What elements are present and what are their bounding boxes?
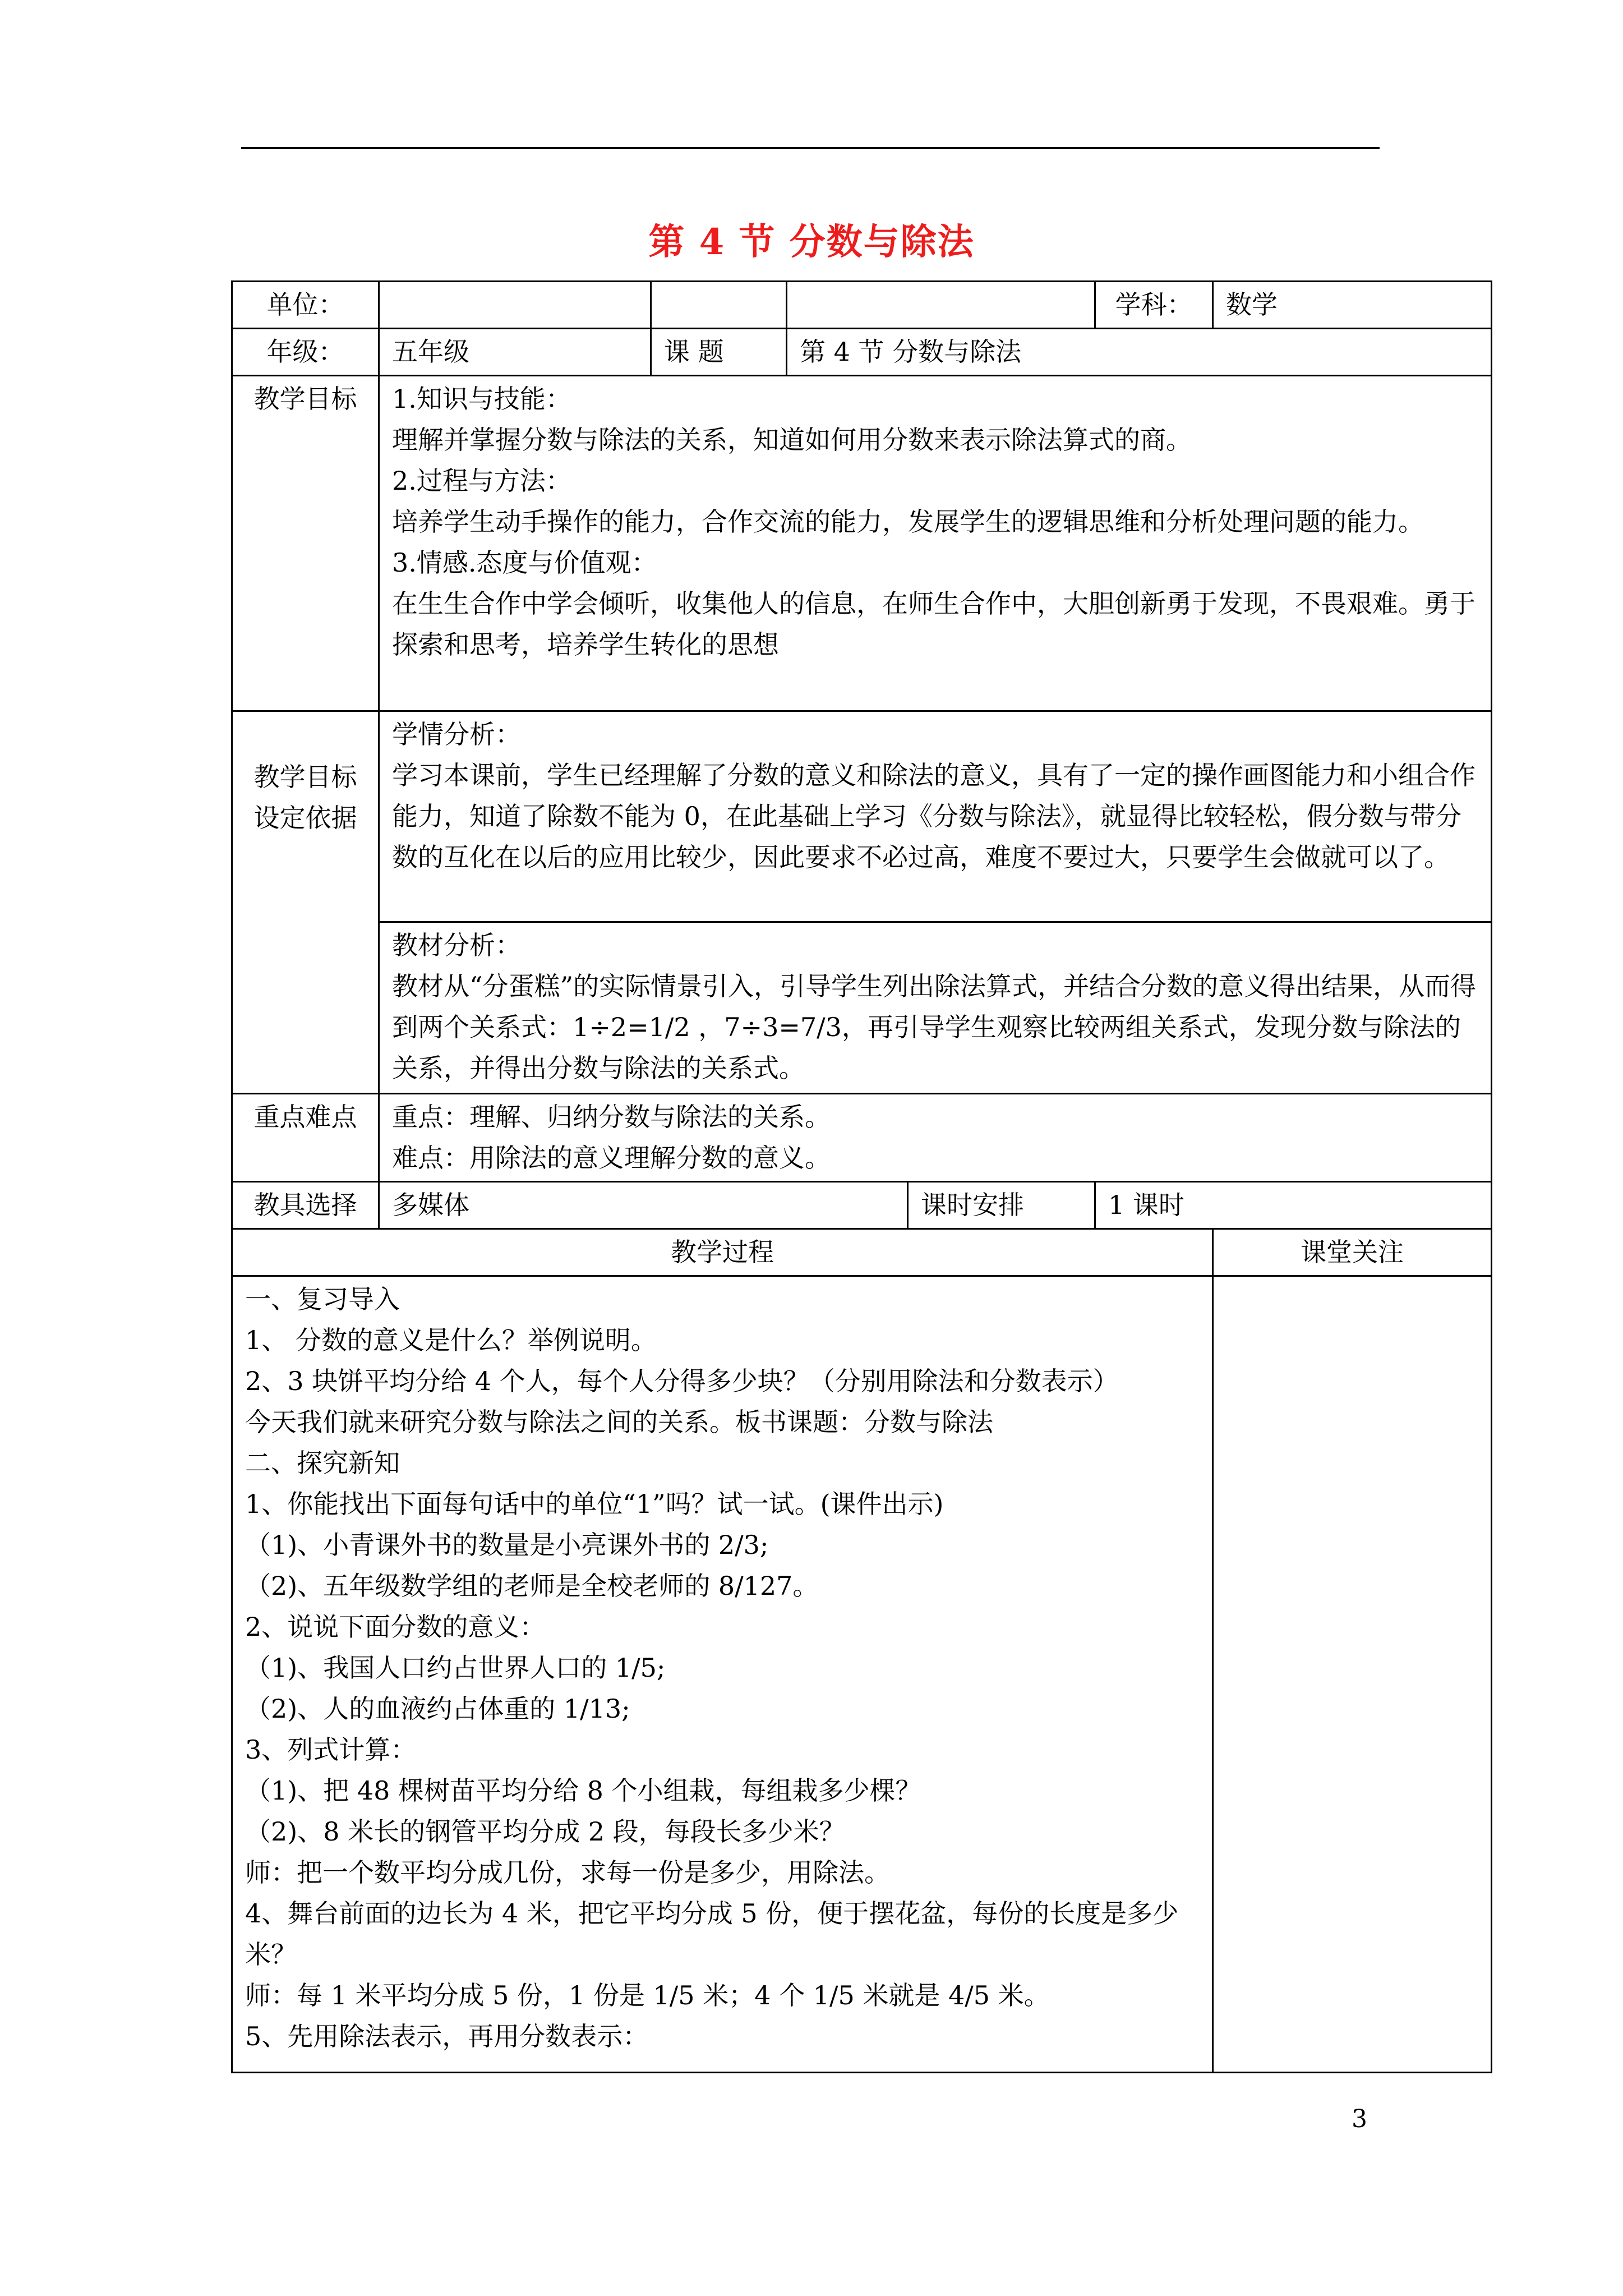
process-header: 教学过程 (232, 1229, 1213, 1276)
process-content (232, 1276, 1213, 2073)
process-line: 4、舞台前面的边长为 4 米，把它平均分成 5 份，便于摆花盆，每份的长度是多少米？ (245, 1898, 1179, 1970)
unit-label: 单位： (232, 282, 379, 329)
process-line: （2)、8 米长的钢管平均分成 2 段，每段长多少米？ (245, 1816, 845, 1847)
objectives-content (379, 376, 1492, 711)
row-process-content (232, 1276, 1492, 2073)
process-line: 2、3 块饼平均分给 4 个人，每个人分得多少块？（分别用除法和分数表示） (245, 1366, 1119, 1396)
row-tools (232, 1182, 1492, 1229)
blank-cell (651, 282, 787, 329)
process-line: 二、探究新知 (245, 1448, 400, 1478)
row-process-header (232, 1229, 1492, 1276)
process-line: 1、你能找出下面每句话中的单位“1”吗？试一试。(课件出示) (245, 1489, 944, 1519)
keypoints-content (379, 1094, 1492, 1182)
row-objectives (232, 376, 1492, 711)
process-line: （1)、小青课外书的数量是小亮课外书的 2/3; (245, 1530, 769, 1560)
objectives-line: 培养学生动手操作的能力，合作交流的能力，发展学生的逻辑思维和分析处理问题的能力。 (392, 507, 1424, 537)
basis-label-line: 教学目标 (253, 762, 357, 792)
process-line: 师：每 1 米平均分成 5 份，1 份是 1/5 米；4 个 1/5 米就是 4/5 米。 (245, 1980, 1050, 2010)
student-analysis-title: 学情分析： (392, 719, 521, 749)
objectives-label: 教学目标 (232, 376, 379, 711)
objectives-line: 理解并掌握分数与除法的关系，知道如何用分数来表示除法算式的商。 (392, 425, 1192, 455)
basis-label (232, 711, 379, 1094)
objectives-line: 2.过程与方法： (392, 466, 571, 496)
row-keypoints (232, 1094, 1492, 1182)
unit-value (379, 282, 651, 329)
process-line: （1)、把 48 棵树苗平均分给 8 个小组栽，每组栽多少棵？ (245, 1775, 921, 1806)
student-analysis-text: 学习本课前，学生已经理解了分数的意义和除法的意义，具有了一定的操作画图能力和小组合作能力，知道了除数不能为 0，在此基础上学习《分数与除法》，就显得比较轻松，假分数与带分数的互化在以后的应用比较少，因此要求不必过高，难度不要过大，只要学生会做就可以了。 (392, 760, 1476, 872)
student-analysis (379, 711, 1492, 922)
lesson-plan-table (231, 280, 1492, 2073)
subject-value: 数学 (1213, 282, 1492, 329)
row-student-analysis (232, 711, 1492, 922)
class-time-value: 1 课时 (1095, 1182, 1492, 1229)
keypoint-line: 重点：理解、归纳分数与除法的关系。 (392, 1102, 831, 1132)
topic-value: 第 4 节 分数与除法 (787, 329, 1492, 376)
tools-label: 教具选择 (232, 1182, 379, 1229)
row-unit (232, 282, 1492, 329)
grade-value: 五年级 (379, 329, 651, 376)
process-line: 师：把一个数平均分成几份，求每一份是多少，用除法。 (245, 1857, 890, 1888)
objectives-line: 1.知识与技能： (392, 384, 571, 414)
process-line: 1、 分数的意义是什么？举例说明。 (245, 1325, 657, 1355)
topic-label: 课 题 (651, 329, 787, 376)
objectives-line: 在生生合作中学会倾听，收集他人的信息，在师生合作中，大胆创新勇于发现，不畏艰难。勇于探索和思考，培养学生转化的思想 (392, 588, 1476, 660)
process-line: 2、说说下面分数的意义： (245, 1612, 546, 1642)
page-title: 第 4 节 分数与除法 (648, 221, 975, 263)
keypoints-label: 重点难点 (232, 1094, 379, 1182)
blank-cell (787, 282, 1095, 329)
page-number: 3 (1352, 2105, 1367, 2133)
material-analysis (379, 922, 1492, 1094)
tools-value: 多媒体 (379, 1182, 908, 1229)
focus-column (1213, 1276, 1492, 2073)
subject-label: 学科： (1095, 282, 1213, 329)
basis-label-line: 设定依据 (253, 803, 357, 833)
process-line: （1)、我国人口约占世界人口的 1/5; (245, 1653, 666, 1683)
difficulty-line: 难点：用除法的意义理解分数的意义。 (392, 1143, 831, 1173)
grade-label: 年级： (232, 329, 379, 376)
process-line: （2)、五年级数学组的老师是全校老师的 8/127。 (245, 1571, 819, 1601)
focus-header: 课堂关注 (1213, 1229, 1492, 1276)
process-line: 5、先用除法表示，再用分数表示： (245, 2021, 649, 2051)
process-line: 今天我们就来研究分数与除法之间的关系。板书课题：分数与除法 (245, 1407, 993, 1437)
objectives-line: 3.情感.态度与价值观： (392, 547, 657, 578)
row-grade (232, 329, 1492, 376)
process-line: （2)、人的血液约占体重的 1/13; (245, 1694, 630, 1724)
material-analysis-title: 教材分析： (392, 930, 521, 960)
material-analysis-text: 教材从“分蛋糕”的实际情景引入，引导学生列出除法算式，并结合分数的意义得出结果，从而得到两个关系式：1÷2=1/2 ，7÷3=7/3，再引导学生观察比较两组关系式，发现分数与除法的关系，并得出分数与除法的关系式。 (392, 971, 1477, 1083)
process-line: 3、列式计算： (245, 1734, 417, 1765)
row-material-analysis (232, 922, 1492, 1094)
class-time-label: 课时安排 (908, 1182, 1095, 1229)
process-line: 一、复习导入 (245, 1284, 400, 1314)
header-rule (241, 147, 1380, 149)
